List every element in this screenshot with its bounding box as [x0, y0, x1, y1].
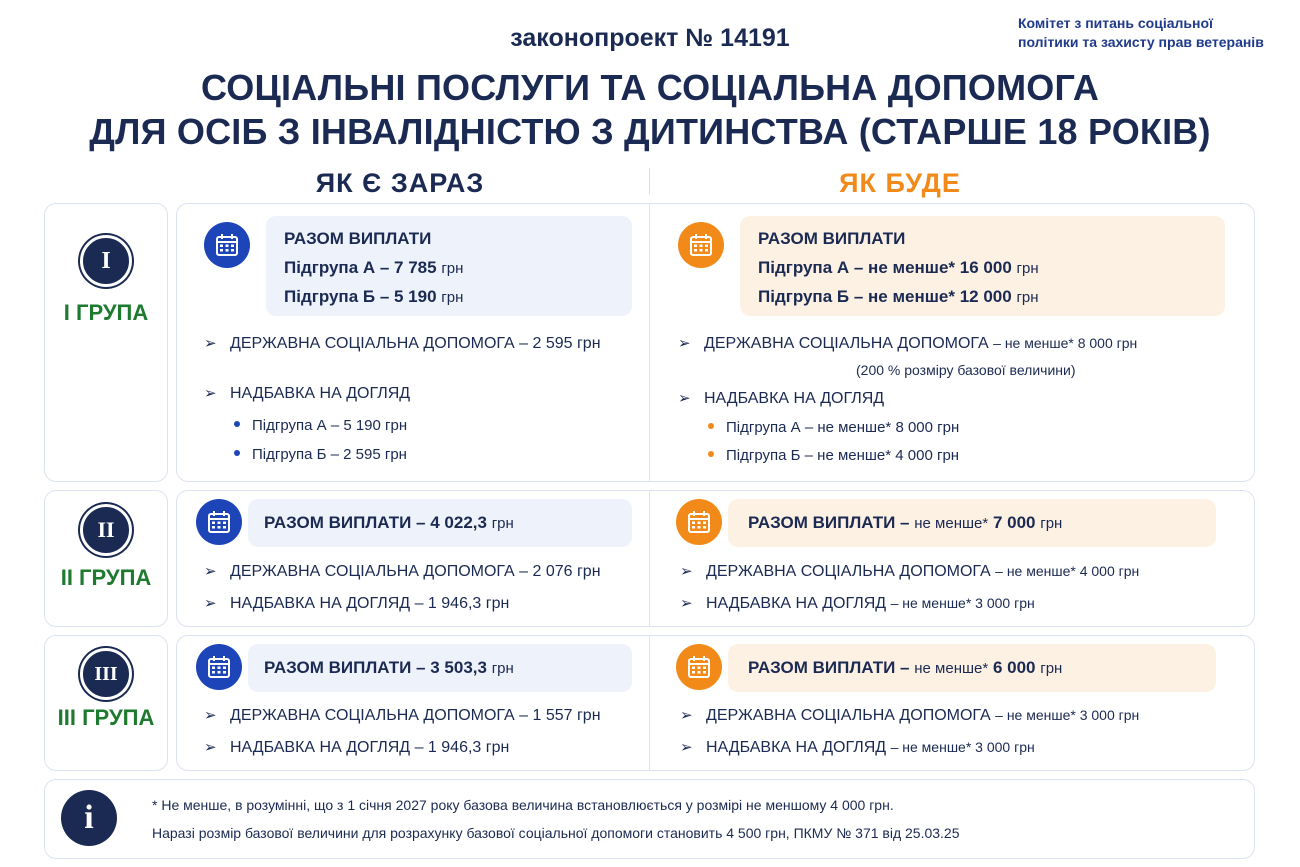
- group-1-now-care-a: Підгрупа А – 5 190 грн: [234, 417, 407, 434]
- arrow-icon: ➢: [204, 335, 217, 352]
- arrow-icon: ➢: [204, 385, 217, 402]
- arrow-icon: ➢: [680, 563, 693, 580]
- group-1-numeral: I: [80, 235, 132, 287]
- arrow-icon: ➢: [680, 595, 693, 612]
- committee-line-1: Комітет з питань соціальної: [1018, 15, 1213, 31]
- group-3-will-state-aid: ➢ ДЕРЖАВНА СОЦІАЛЬНА ДОПОМОГА – не менше* 3 000 грн: [680, 707, 1140, 724]
- group-1-now-sub-b: Підгрупа Б – 5 190 грн: [284, 287, 464, 306]
- group-3-now-care: ➢ НАДБАВКА НА ДОГЛЯД – 1 946,3 грн: [204, 739, 510, 756]
- arrow-icon: ➢: [204, 707, 217, 724]
- header-divider: [649, 168, 650, 194]
- arrow-icon: ➢: [680, 739, 693, 756]
- title-line-2: ДЛЯ ОСІБ З ІНВАЛІДНІСТЮ З ДИТИНСТВА (СТАРШЕ 18 РОКІВ): [89, 111, 1211, 152]
- bill-number: законопроект № 14191: [510, 24, 790, 52]
- calendar-icon: [196, 499, 242, 545]
- column-header-now: ЯК Є ЗАРАЗ: [315, 168, 485, 198]
- group-2-now-state-aid: ➢ ДЕРЖАВНА СОЦІАЛЬНА ДОПОМОГА – 2 076 грн: [204, 563, 601, 580]
- title-line-1: СОЦІАЛЬНІ ПОСЛУГИ ТА СОЦІАЛЬНА ДОПОМОГА: [200, 67, 1100, 108]
- group-2-column-divider: [649, 491, 650, 626]
- group-2-label: II ГРУПА: [60, 565, 152, 590]
- calendar-icon: [196, 644, 242, 690]
- group-1-will-state-aid: ➢ ДЕРЖАВНА СОЦІАЛЬНА ДОПОМОГА – не менше* 8 000 грн: [678, 335, 1138, 352]
- group-1-column-divider: [649, 204, 650, 481]
- group-1-will-care-a: Підгрупа А – не менше* 8 000 грн: [708, 419, 959, 436]
- calendar-icon: [678, 222, 724, 268]
- bullet-icon: [234, 450, 240, 456]
- group-1-will-care-b: Підгрупа Б – не менше* 4 000 грн: [708, 447, 959, 464]
- group-1-will-care: ➢ НАДБАВКА НА ДОГЛЯД: [678, 390, 885, 407]
- group-2-numeral: II: [80, 504, 132, 556]
- group-3-numeral: III: [80, 648, 132, 700]
- group-1-will-sub-a: Підгрупа А – не менше* 16 000 грн: [758, 258, 1039, 277]
- arrow-icon: ➢: [204, 595, 217, 612]
- group-1-now-state-aid: ➢ ДЕРЖАВНА СОЦІАЛЬНА ДОПОМОГА – 2 595 грн: [204, 335, 601, 352]
- column-header-will: ЯК БУДЕ: [839, 168, 961, 198]
- group-1-label: I ГРУПА: [63, 300, 149, 325]
- calendar-icon: [204, 222, 250, 268]
- info-note-line-2: Наразі розмір базової величини для розрахунку базової соціальної допомоги становить 4 500 грн, ПКМУ № 371 від 25.03.25: [152, 825, 960, 841]
- arrow-icon: ➢: [204, 739, 217, 756]
- calendar-icon: [676, 499, 722, 545]
- group-2-will-total: РАЗОМ ВИПЛАТИ – не менше* 7 000 грн: [748, 513, 1063, 532]
- group-2-will-state-aid: ➢ ДЕРЖАВНА СОЦІАЛЬНА ДОПОМОГА – не менше* 4 000 грн: [680, 563, 1140, 580]
- group-2-will-care: ➢ НАДБАВКА НА ДОГЛЯД – не менше* 3 000 грн: [680, 595, 1035, 612]
- calendar-icon: [676, 644, 722, 690]
- arrow-icon: ➢: [678, 390, 691, 407]
- page-title: [0, 66, 1300, 154]
- group-3-now-state-aid: ➢ ДЕРЖАВНА СОЦІАЛЬНА ДОПОМОГА – 1 557 грн: [204, 707, 601, 724]
- group-1-will-total-label: РАЗОМ ВИПЛАТИ: [758, 229, 906, 248]
- group-1-will-state-aid-note: (200 % розміру базової величини): [856, 362, 1076, 378]
- info-note-card: [44, 779, 1255, 859]
- group-2-now-care: ➢ НАДБАВКА НА ДОГЛЯД – 1 946,3 грн: [204, 595, 510, 612]
- group-1-now-care: ➢ НАДБАВКА НА ДОГЛЯД: [204, 385, 411, 402]
- info-icon: i: [61, 790, 117, 846]
- group-3-now-total: РАЗОМ ВИПЛАТИ – 3 503,3 грн: [264, 658, 514, 677]
- bullet-icon: [708, 423, 714, 429]
- committee-line-2: політики та захисту прав ветеранів: [1018, 34, 1264, 50]
- group-3-column-divider: [649, 636, 650, 770]
- group-3-will-care: ➢ НАДБАВКА НА ДОГЛЯД – не менше* 3 000 грн: [680, 739, 1035, 756]
- arrow-icon: ➢: [204, 563, 217, 580]
- group-1-now-care-b: Підгрупа Б – 2 595 грн: [234, 446, 407, 463]
- group-2-now-total: РАЗОМ ВИПЛАТИ – 4 022,3 грн: [264, 513, 514, 532]
- group-3-will-total: РАЗОМ ВИПЛАТИ – не менше* 6 000 грн: [748, 658, 1063, 677]
- group-3-label: III ГРУПА: [57, 705, 155, 730]
- arrow-icon: ➢: [678, 335, 691, 352]
- info-note-line-1: * Не менше, в розумінні, що з 1 січня 2027 року базова величина встановлюється у розмірі не меншому 4 000 грн.: [152, 797, 894, 813]
- arrow-icon: ➢: [680, 707, 693, 724]
- group-1-now-total-label: РАЗОМ ВИПЛАТИ: [284, 229, 432, 248]
- bullet-icon: [234, 421, 240, 427]
- bullet-icon: [708, 451, 714, 457]
- group-1-will-sub-b: Підгрупа Б – не менше* 12 000 грн: [758, 287, 1039, 306]
- group-1-now-sub-a: Підгрупа А – 7 785 грн: [284, 258, 464, 277]
